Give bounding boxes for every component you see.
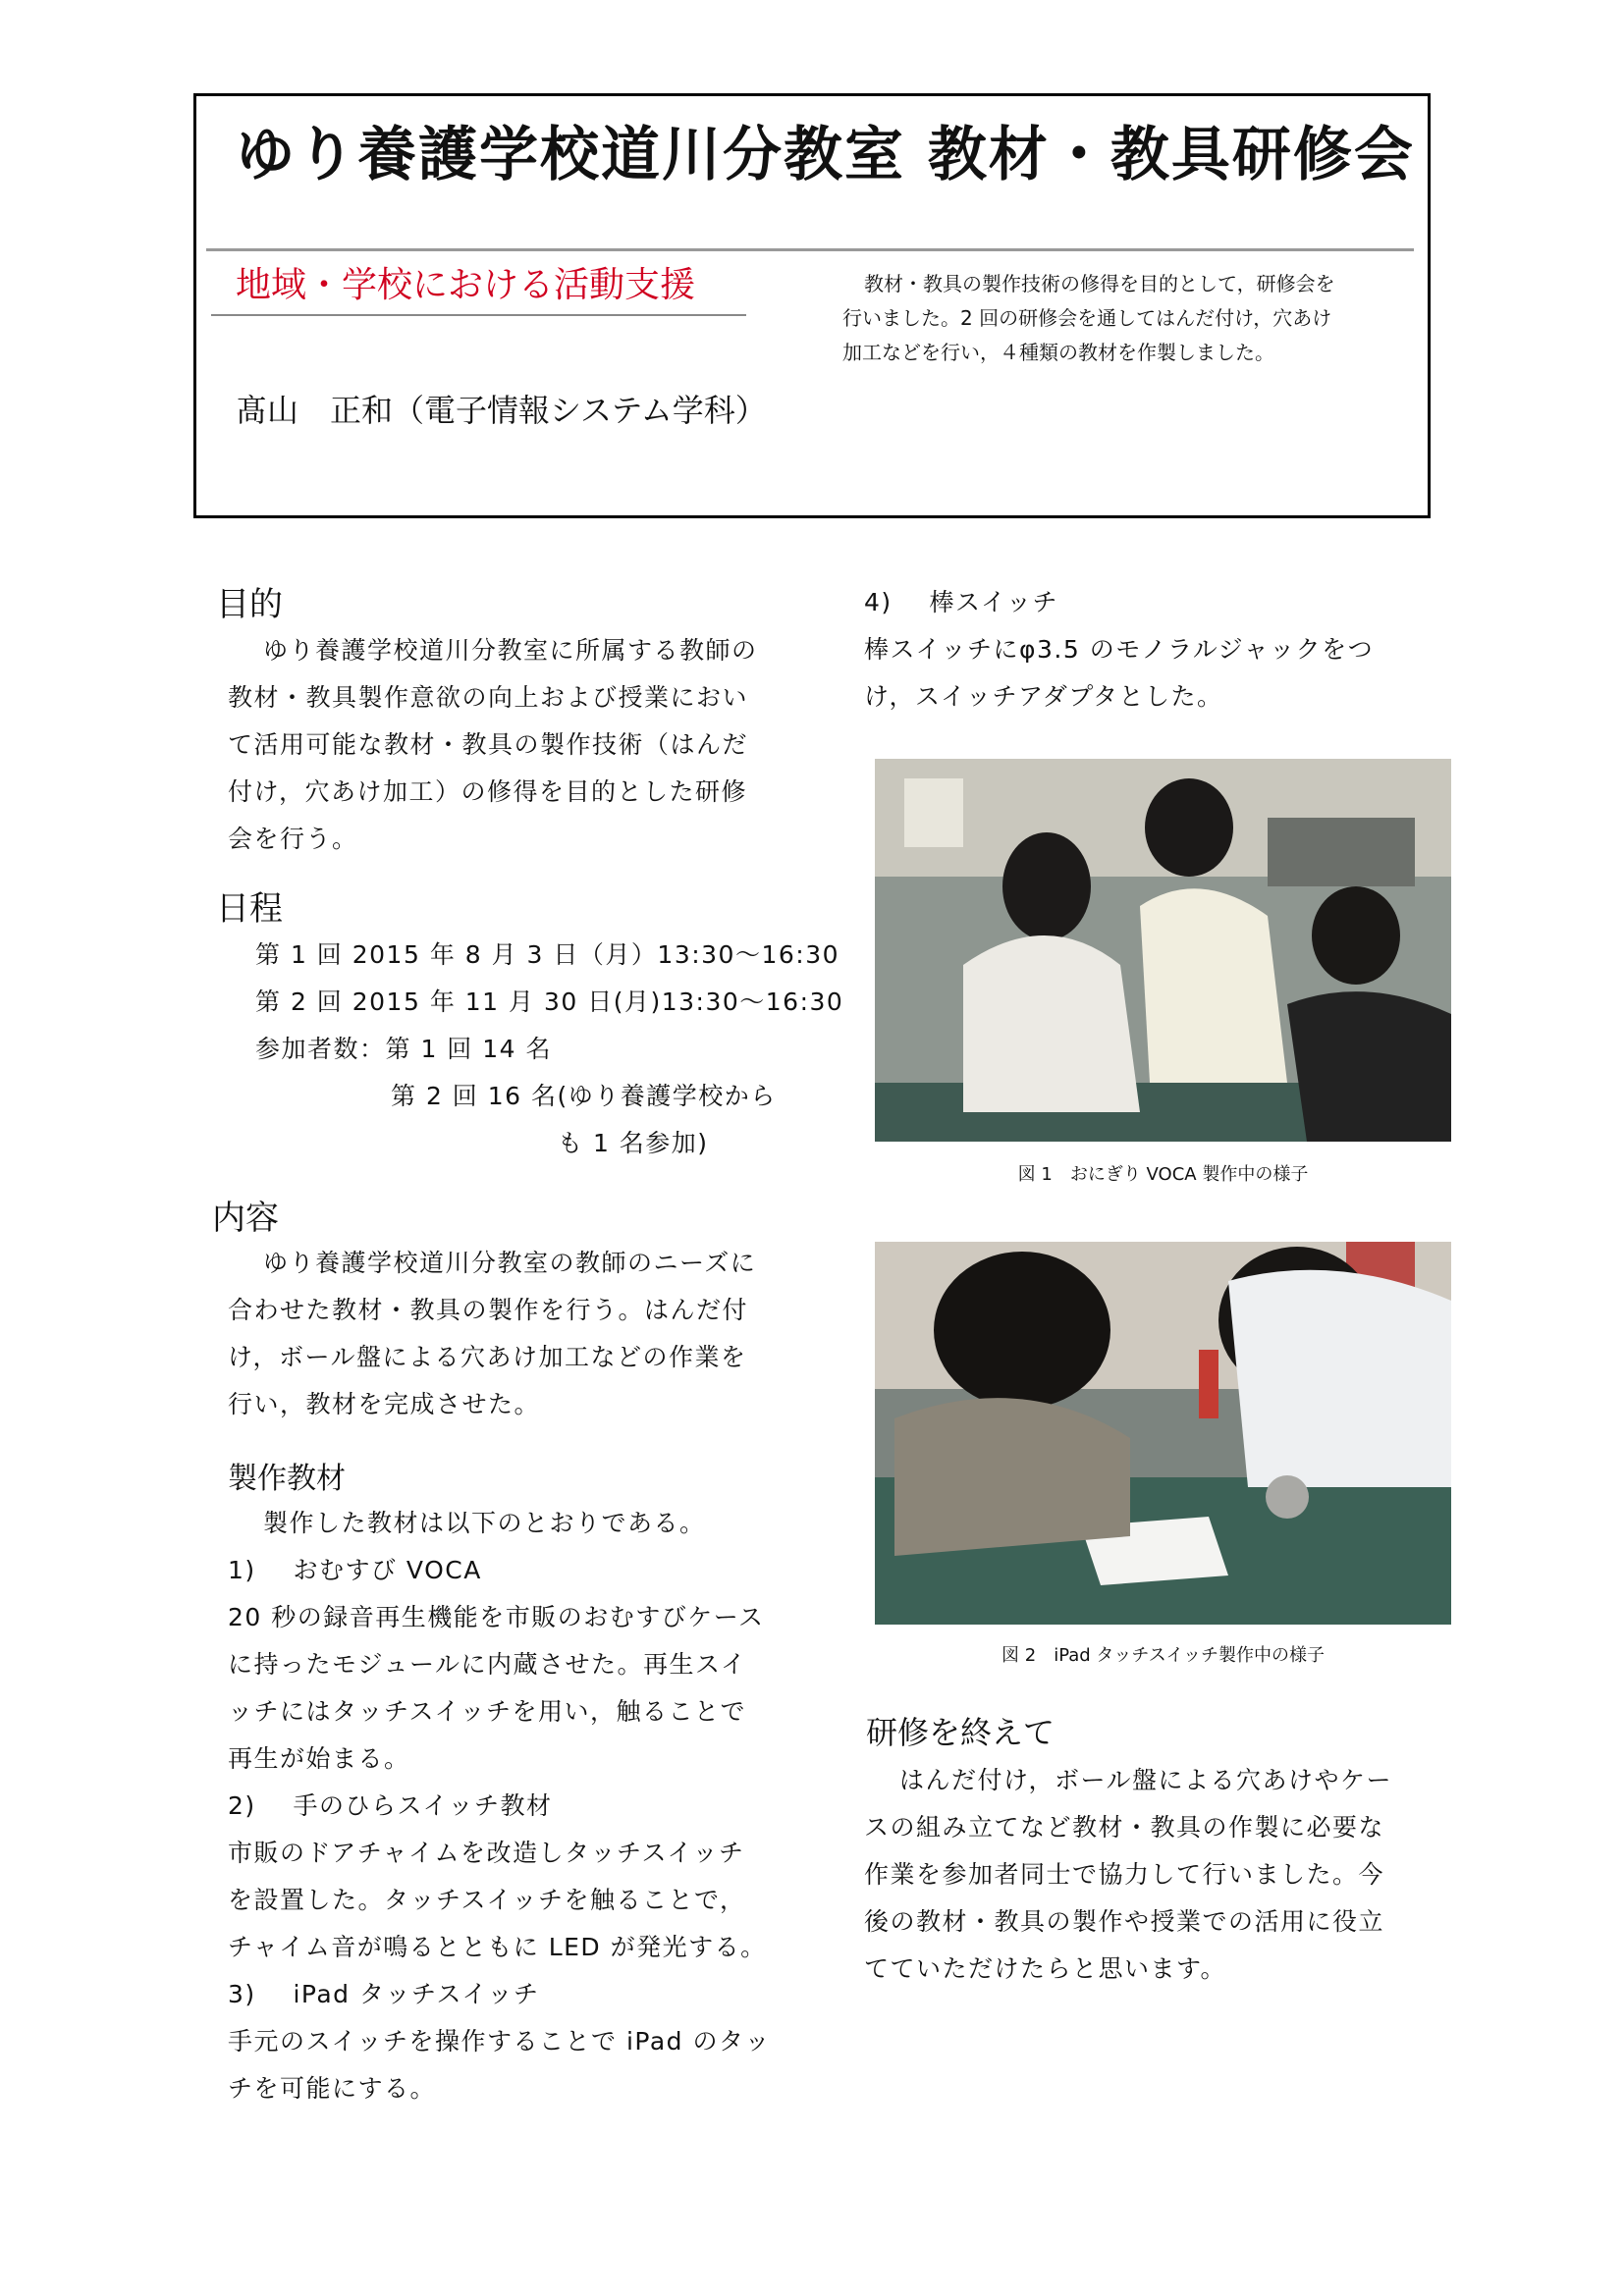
material-line: け，スイッチアダプタとした。 [864, 682, 1223, 711]
material-line: に持ったモジュールに内蔵させた。再生スイ [228, 1650, 747, 1679]
header-divider [206, 248, 1414, 251]
material-line: チャイム音が鳴るとともに LED が発光する。 [228, 1933, 767, 1961]
material-item-title [228, 1547, 797, 1594]
materials-heading: 製作教材 [228, 1462, 346, 1496]
material-item-name: iPad タッチスイッチ [293, 1980, 540, 2008]
conclusion-line: 後の教材・教具の製作や授業での活用に役立 [864, 1907, 1385, 1936]
material-item-title [228, 1971, 797, 2018]
schedule-line: 第 2 回 2015 年 11 月 30 日(月)13:30〜16:30 [255, 988, 844, 1016]
purpose-heading: 目的 [216, 585, 283, 624]
material-item-title [228, 1783, 797, 1830]
material-line: を設置した。タッチスイッチを触ることで， [228, 1886, 746, 1914]
author: 髙山 正和（電子情報システム学科） [236, 392, 767, 429]
conclusion-line: はんだ付け，ボール盤による穴あけやケー [899, 1766, 1393, 1794]
category-label: 地域・学校における活動支援 [236, 265, 696, 305]
summary-line: 行いました。2 回の研修会を通してはんだ付け，穴あけ [842, 306, 1332, 330]
material-item-title [864, 579, 1453, 626]
schedule-body [255, 932, 844, 1167]
schedule-line: 第 1 回 2015 年 8 月 3 日（月）13:30〜16:30 [255, 940, 840, 969]
materials-intro: 製作した教材は以下のとおりである。 [263, 1509, 706, 1537]
material-line: 棒スイッチにφ3.5 のモノラルジャックをつ [864, 635, 1375, 664]
purpose-body [228, 627, 797, 863]
materials-body [228, 1500, 797, 2112]
summary-line: 教材・教具の製作技術の修得を目的として，研修会を [864, 272, 1335, 295]
figure-1-caption: 図 1 おにぎり VOCA 製作中の様子 [1017, 1164, 1309, 1185]
figure-1-photo [875, 759, 1451, 1142]
figure-1-illustration [875, 759, 1451, 1142]
material-item-num: 2) [228, 1791, 256, 1820]
material-item-name: 棒スイッチ [929, 588, 1058, 616]
conclusion-heading: 研修を終えて [866, 1714, 1056, 1751]
schedule-line: 第 2 回 16 名(ゆり養護学校から [391, 1082, 777, 1110]
category-underline [211, 314, 746, 316]
material-item-name: 手のひらスイッチ教材 [293, 1791, 553, 1820]
conclusion-line: 作業を参加者同士で協力して行いました。今 [864, 1860, 1385, 1889]
page-title: ゆり養護学校道川分教室 教材・教具研修会 [236, 121, 1415, 189]
schedule-line: も 1 名参加) [558, 1129, 709, 1157]
conclusion-body [864, 1757, 1453, 1993]
figure-2-caption: 図 2 iPad タッチスイッチ製作中の様子 [1001, 1645, 1325, 1666]
content-heading: 内容 [212, 1199, 279, 1238]
material-line: 再生が始まる。 [228, 1744, 410, 1773]
material-line: チを可能にする。 [228, 2074, 437, 2103]
purpose-line: 会を行う。 [228, 825, 358, 853]
summary [842, 267, 1392, 370]
material-line: 20 秒の録音再生機能を市販のおむすびケース [228, 1603, 765, 1631]
purpose-line: 付け，穴あけ加工）の修得を目的とした研修 [228, 777, 748, 806]
figure-2-photo [875, 1242, 1451, 1625]
schedule-line: 参加者数：第 1 回 14 名 [255, 1035, 553, 1063]
content-body [228, 1240, 797, 1428]
conclusion-line: スの組み立てなど教材・教具の作製に必要な [864, 1813, 1385, 1842]
schedule-heading: 日程 [216, 889, 283, 929]
purpose-line: 教材・教具製作意欲の向上および授業におい [228, 683, 749, 712]
material-line: 市販のドアチャイムを改造しタッチスイッチ [228, 1839, 745, 1867]
content-line: 行い，教材を完成させた。 [228, 1390, 541, 1418]
purpose-line: ゆり養護学校道川分教室に所属する教師の [263, 636, 758, 665]
content-line: ゆり養護学校道川分教室の教師のニーズに [263, 1249, 757, 1277]
content-line: け，ボール盤による穴あけ加工などの作業を [228, 1343, 747, 1371]
material-item-num: 3) [228, 1980, 256, 2008]
material-item-num: 4) [864, 588, 893, 616]
material-item-num: 1) [228, 1556, 256, 1584]
summary-line: 加工などを行い，４種類の教材を作製しました。 [842, 341, 1274, 364]
content-line: 合わせた教材・教具の製作を行う。はんだ付 [228, 1296, 749, 1324]
material-line: ッチにはタッチスイッチを用い，触ることで [228, 1697, 747, 1726]
conclusion-line: てていただけたらと思います。 [864, 1954, 1227, 1983]
material-item-name: おむすび VOCA [293, 1556, 482, 1584]
figure-2-illustration [875, 1242, 1451, 1625]
material-line: 手元のスイッチを操作することで iPad のタッ [228, 2027, 771, 2056]
purpose-line: て活用可能な教材・教具の製作技術（はんだ [228, 730, 749, 759]
material-item-4 [864, 579, 1453, 721]
